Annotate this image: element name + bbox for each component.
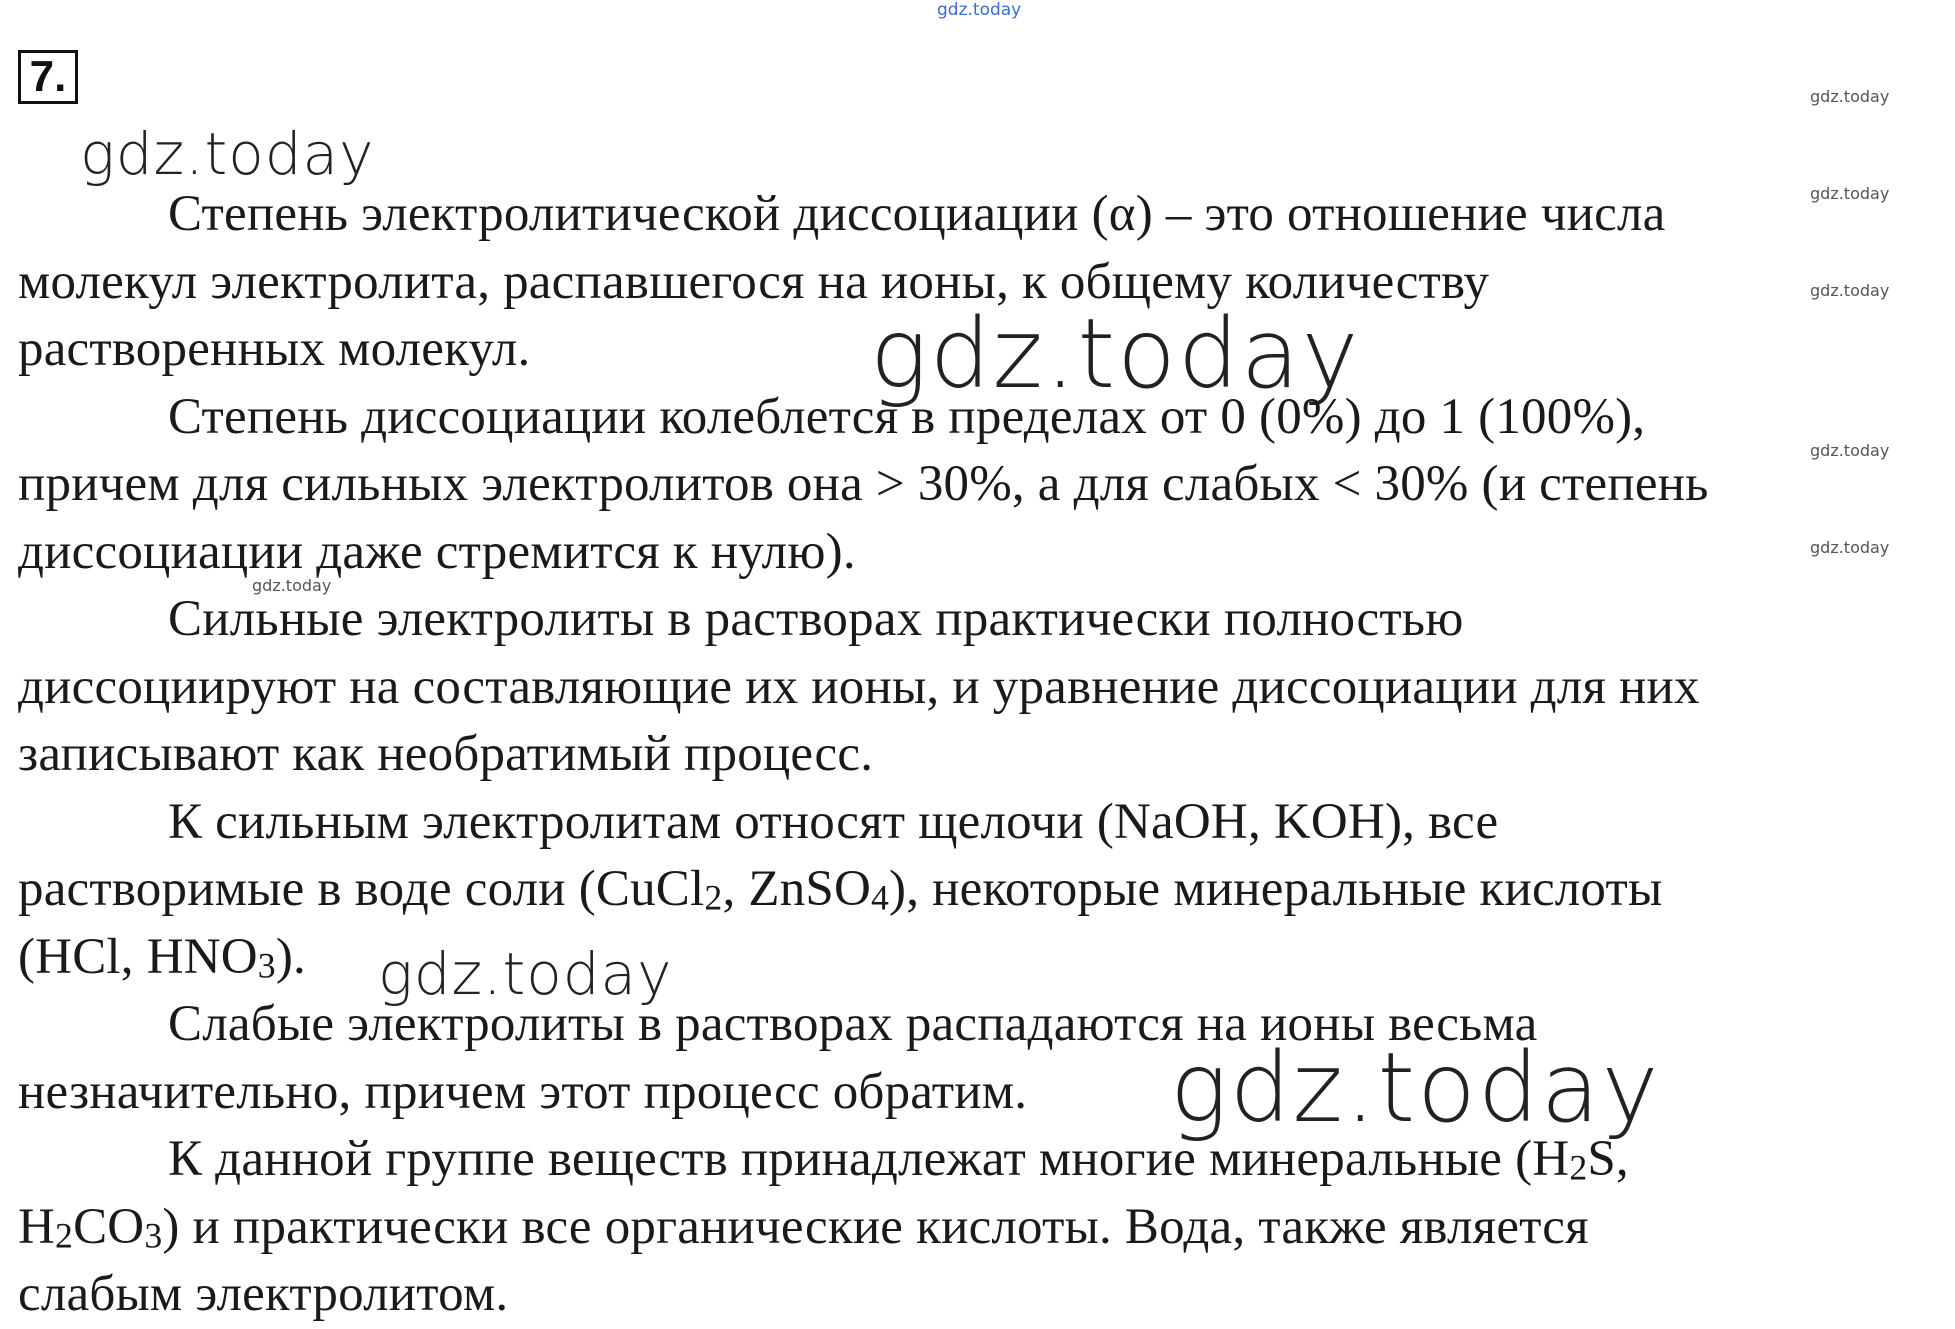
text-segment: К данной группе веществ принадлежат многие минеральные (H — [168, 1131, 1570, 1187]
text-line: записывают как необратимый процесс. — [18, 726, 874, 782]
watermark-large: gdz.today — [1170, 1032, 1661, 1144]
text-segment: CO — [73, 1198, 145, 1255]
watermark-medium: gdz.today — [80, 120, 375, 188]
text-line: К сильным электролитам относят щелочи (NaOH, KOH), все — [168, 793, 1499, 850]
paragraph-3 — [18, 586, 1953, 789]
paragraph-6 — [18, 1126, 1953, 1329]
text-segment: S, — [1587, 1131, 1629, 1187]
text-line: причем для сильных электролитов она > 30%, а для слабых < 30% (и степень — [18, 456, 1709, 512]
watermark-small: gdz.today — [1810, 184, 1890, 203]
text-line: Степень диссоциации колеблется в пределах от 0 (0%) до 1 (100%), — [168, 388, 1646, 445]
watermark-small: gdz.today — [1810, 87, 1890, 106]
text-line — [18, 1126, 1953, 1194]
subscript: 4 — [871, 877, 890, 918]
text-line: диссоциируют на составляющие их ионы, и уравнение диссоциации для них — [18, 658, 1700, 715]
text-line: молекул электролита, распавшегося на ионы, к общему количеству — [18, 253, 1490, 310]
subscript: 2 — [55, 1214, 74, 1255]
watermark-medium: gdz.today — [378, 940, 673, 1008]
text-line — [18, 1194, 1953, 1262]
text-line: слабым электролитом. — [18, 1266, 509, 1322]
text-line: Слабые электролиты в растворах распадаются на ионы весьма — [168, 996, 1538, 1052]
text-segment: (HCl, HNO — [18, 928, 258, 985]
text-line: диссоциации даже стремится к нулю). — [18, 523, 856, 580]
watermark-small: gdz.today — [1810, 441, 1890, 460]
watermark-small: gdz.today — [252, 576, 332, 595]
watermark-top: gdz.today — [937, 0, 1022, 20]
text-line: Сильные электролиты в растворах практически полностью — [168, 591, 1464, 647]
task-number-box: 7. — [18, 50, 78, 104]
subscript: 2 — [1569, 1147, 1588, 1188]
text-segment: растворимые в воде соли (CuCl — [18, 861, 705, 917]
subscript: 3 — [257, 944, 276, 985]
paragraph-1 — [18, 181, 1953, 384]
text-line — [18, 856, 1953, 924]
text-line — [18, 924, 1953, 992]
text-line: Степень электролитической диссоциации (α) – это отношение числа — [168, 186, 1666, 242]
document-body — [18, 181, 1953, 1329]
text-segment: , ZnSO — [722, 861, 871, 917]
text-segment: H — [18, 1198, 56, 1255]
watermark-large: gdz.today — [870, 298, 1361, 410]
watermark-small: gdz.today — [1810, 281, 1890, 300]
paragraph-4 — [18, 789, 1953, 992]
subscript: 2 — [704, 877, 723, 918]
text-line: растворенных молекул. — [18, 321, 531, 377]
text-segment: ). — [275, 928, 306, 985]
paragraph-5 — [18, 991, 1953, 1126]
text-segment: ), некоторые минеральные кислоты — [889, 861, 1663, 917]
paragraph-2 — [18, 384, 1953, 587]
watermark-small: gdz.today — [1810, 538, 1890, 557]
subscript: 3 — [144, 1214, 163, 1255]
text-line: незначительно, причем этот процесс обратим. — [18, 1063, 1028, 1120]
text-segment: ) и практически все органические кислоты. Вода, также является — [162, 1198, 1589, 1255]
